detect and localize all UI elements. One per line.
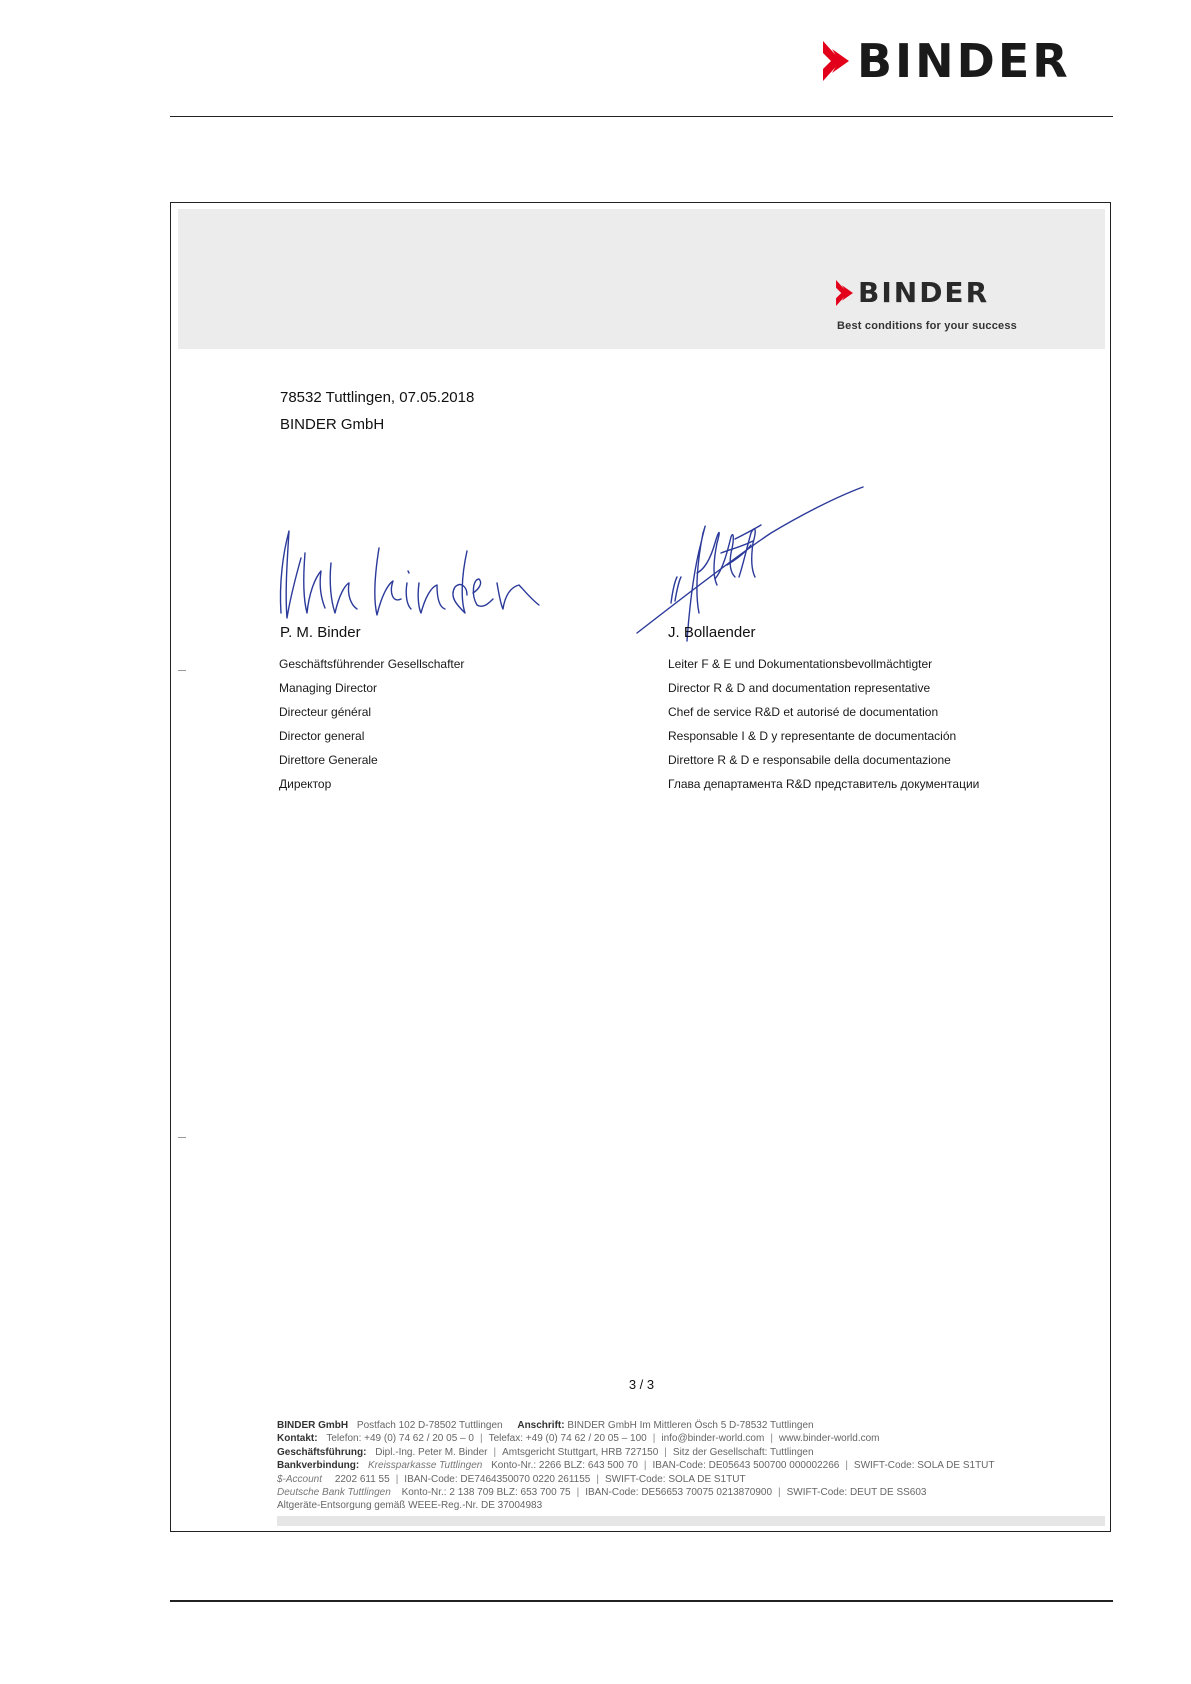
role-line: Director R & D and documentation representative — [668, 681, 931, 695]
place-and-date: 78532 Tuttlingen, 07.05.2018 — [280, 389, 475, 406]
imprint-line — [277, 1419, 995, 1432]
role-line: Direttore Generale — [279, 753, 378, 767]
imprint-phone: Telefon: +49 (0) 74 62 / 20 05 – 0 — [326, 1433, 474, 1445]
role-line: Leiter F & E und Dokumentationsbevollmächtigter — [668, 657, 933, 671]
scan-artifact — [178, 670, 186, 671]
footer-divider — [170, 1600, 1113, 1602]
imprint-ceo: Dipl.-Ing. Peter M. Binder — [375, 1446, 488, 1458]
role-line: Managing Director — [279, 681, 378, 695]
role-line: Chef de service R&D et autorisé de documentation — [668, 705, 939, 719]
binder-chevron-icon — [836, 280, 853, 306]
role-line: Глава департамента R&D представитель документации — [668, 777, 980, 791]
imprint-company: BINDER GmbH — [277, 1420, 349, 1431]
letter-logo — [836, 276, 990, 309]
imprint-bank: Deutsche Bank Tuttlingen — [277, 1487, 391, 1499]
role-line: Geschäftsführender Gesellschafter — [279, 657, 465, 671]
imprint-postbox: Postfach 102 D-78502 Tuttlingen — [356, 1420, 503, 1431]
imprint-bank: Kreissparkasse Tuttlingen — [368, 1460, 483, 1472]
binder-chevron-icon — [823, 41, 849, 81]
imprint-iban: IBAN-Code: DE7464350070 0220 261155 — [404, 1473, 591, 1485]
imprint-line: Bankverbindung: Kreissparkasse Tuttlingen Konto-Nr.: 2266 BLZ: 643 500 70 | IBAN-Code: DE05643 500700 000002266 | SWIFT-Code: SOLA DE S1TUT — [277, 1460, 995, 1472]
signatory-left-name: P. M. Binder — [280, 624, 361, 641]
imprint-line: Altgeräte-Entsorgung gemäß WEEE-Reg.-Nr. DE 37004983 — [277, 1500, 543, 1512]
imprint-court: Amtsgericht Stuttgart, HRB 727150 — [502, 1446, 659, 1458]
scan-artifact — [178, 1137, 186, 1138]
scanned-letter — [170, 202, 1111, 1532]
imprint-bank-label: Bankverbindung: — [277, 1460, 360, 1472]
scan-shadow — [277, 1516, 1105, 1526]
imprint-web: www.binder-world.com — [778, 1433, 880, 1445]
imprint-swift: SWIFT-Code: SOLA DE S1TUT — [604, 1473, 746, 1485]
letter-logo-wordmark: BINDER — [858, 276, 990, 309]
imprint-email: info@binder-world.com — [661, 1433, 765, 1445]
imprint-fax: Telefax: +49 (0) 74 62 / 20 05 – 100 — [488, 1433, 647, 1445]
imprint-account: Konto-Nr.: 2266 BLZ: 643 500 70 — [491, 1460, 638, 1472]
imprint-line: Geschäftsführung: Dipl.-Ing. Peter M. Binder | Amtsgericht Stuttgart, HRB 727150 | Sitz der Gesellschaft: Tuttlingen — [277, 1446, 814, 1458]
imprint-line: $-Account 2202 611 55 | IBAN-Code: DE7464350070 0220 261155 | SWIFT-Code: SOLA DE S1TUT — [277, 1473, 746, 1485]
imprint-account: 2202 611 55 — [334, 1473, 390, 1485]
imprint-management-label: Geschäftsführung: — [277, 1446, 367, 1458]
imprint-swift: SWIFT-Code: SOLA DE S1TUT — [853, 1460, 995, 1472]
role-line: Directeur général — [279, 705, 372, 719]
binder-logo — [823, 34, 1071, 88]
signatory-right-roles — [668, 652, 979, 796]
logo-wordmark: BINDER — [857, 34, 1071, 88]
signatory-right-name: J. Bollaender — [668, 624, 756, 641]
imprint-seat: Sitz der Gesellschaft: Tuttlingen — [672, 1446, 814, 1458]
letter-imprint — [277, 1419, 995, 1513]
signature-left — [261, 523, 561, 633]
imprint-line: Deutsche Bank Tuttlingen Konto-Nr.: 2 138 709 BLZ: 653 700 75 | IBAN-Code: DE56653 70075 0213870900 | SWIFT-Code: DEUT DE SS603 — [277, 1487, 927, 1499]
imprint-address-label: Anschrift: — [517, 1420, 565, 1431]
imprint-iban: IBAN-Code: DE56653 70075 0213870900 — [585, 1487, 772, 1499]
imprint-bank: $-Account — [277, 1473, 323, 1485]
imprint-contact-label: Kontakt: — [277, 1433, 318, 1445]
imprint-swift: SWIFT-Code: DEUT DE SS603 — [786, 1487, 927, 1499]
role-line: Директор — [279, 777, 332, 791]
imprint-address: BINDER GmbH Im Mittleren Ösch 5 D-78532 Tuttlingen — [567, 1420, 814, 1431]
role-line: Responsable I & D y representante de documentación — [668, 729, 957, 743]
signature-right — [631, 473, 871, 643]
role-line: Direttore R & D e responsabile della documentazione — [668, 753, 951, 767]
letter-page-number: 3 / 3 — [628, 1377, 655, 1392]
role-line: Director general — [279, 729, 365, 743]
header-divider — [170, 116, 1113, 117]
imprint-line: Kontakt: Telefon: +49 (0) 74 62 / 20 05 – 0 | Telefax: +49 (0) 74 62 / 20 05 – 100 | info@binder-world.com | www.binder-world.com — [277, 1433, 880, 1445]
company-name: BINDER GmbH — [280, 416, 385, 433]
imprint-account: Konto-Nr.: 2 138 709 BLZ: 653 700 75 — [401, 1487, 571, 1499]
imprint-iban: IBAN-Code: DE05643 500700 000002266 — [652, 1460, 840, 1472]
signatory-left-roles — [279, 652, 464, 796]
letter-tagline: Best conditions for your success — [837, 320, 1017, 332]
